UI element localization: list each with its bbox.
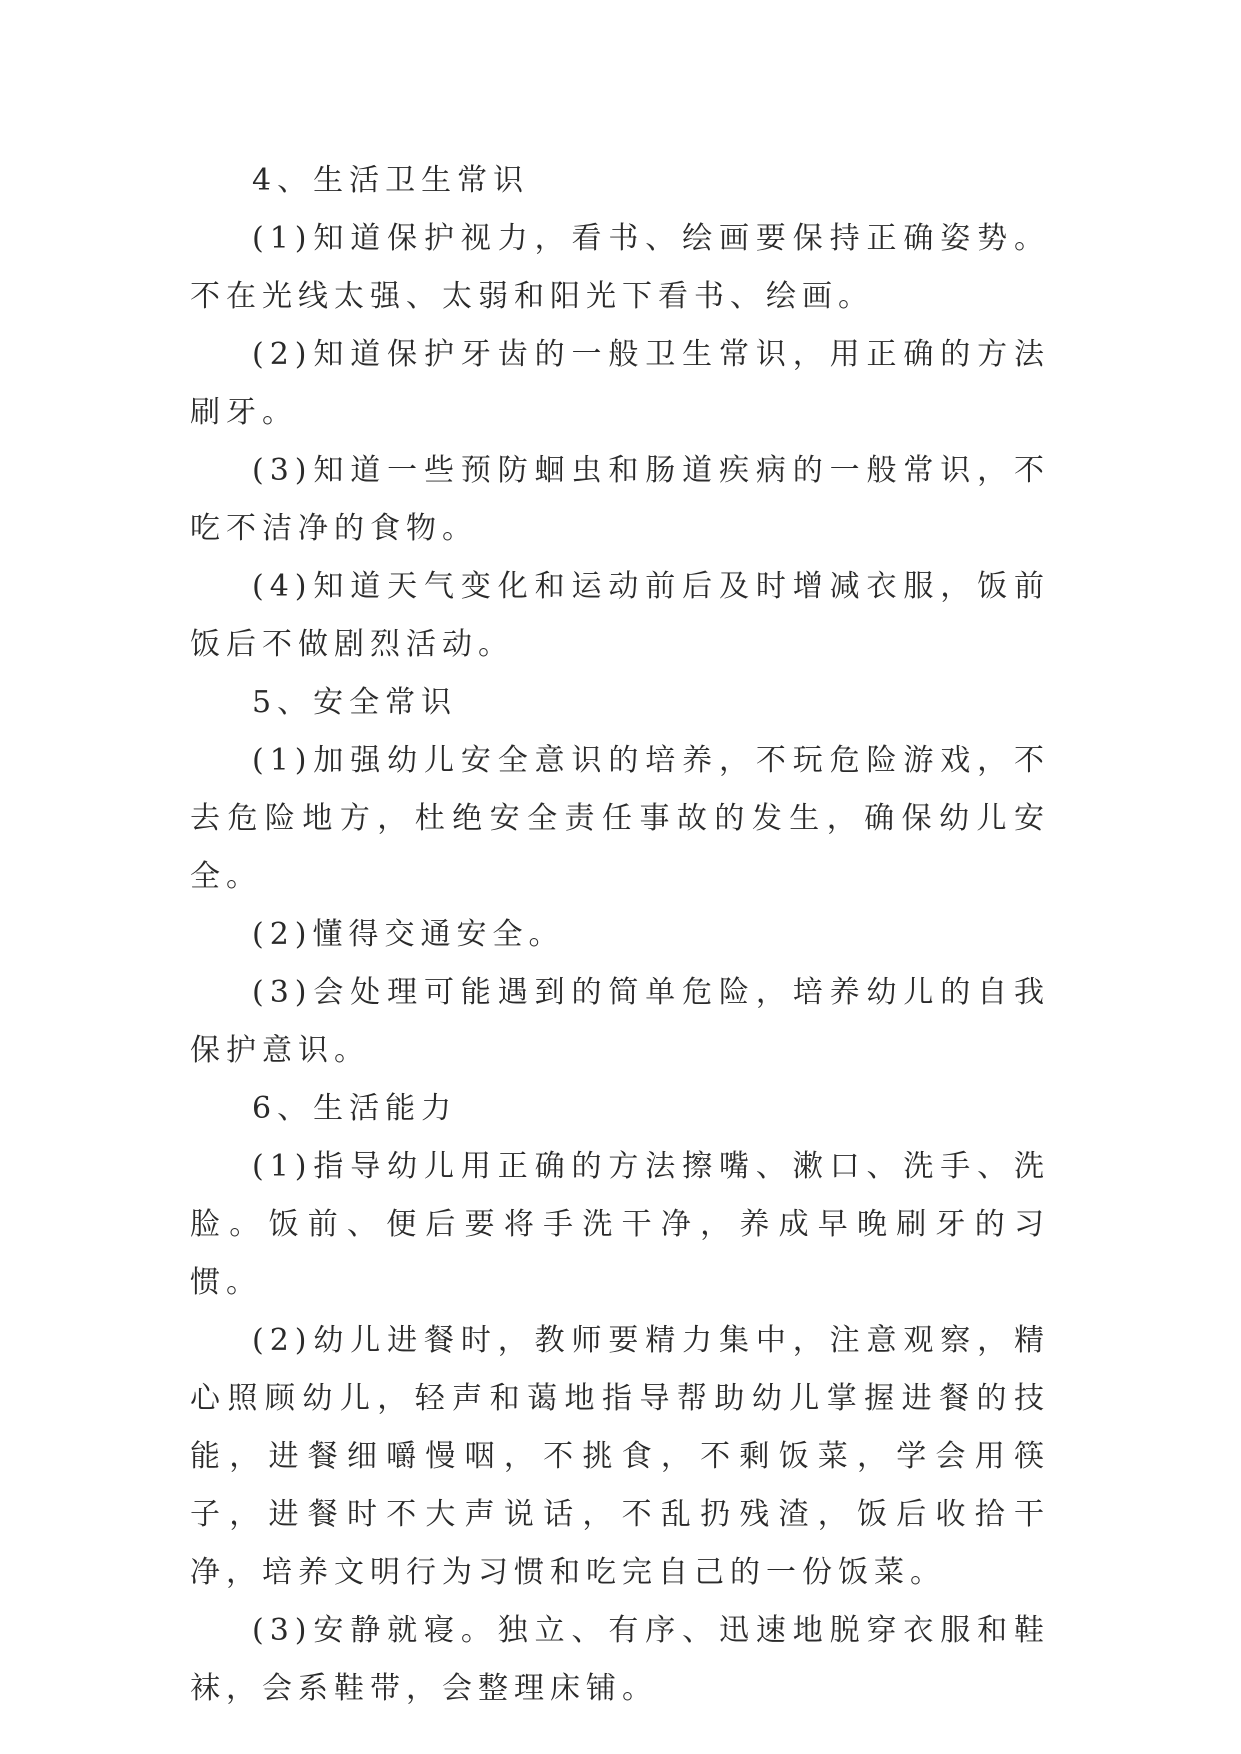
section-4-item-1: (1)知道保护视力，看书、绘画要保持正确姿势。不在光线太强、太弱和阳光下看书、绘画。 [190,221,1050,314]
section-heading-5: 5、安全常识 [252,685,458,720]
document-page [190,152,1050,1718]
section-6-item-3: (3)安静就寝。独立、有序、迅速地脱穿衣服和鞋袜，会系鞋带，会整理床铺。 [190,1613,1050,1706]
section-4-item-4: (4)知道天气变化和运动前后及时增减衣服，饭前饭后不做剧烈活动。 [190,569,1050,662]
section-4-item-2: (2)知道保护牙齿的一般卫生常识，用正确的方法刷牙。 [190,337,1050,430]
section-5-item-3: (3)会处理可能遇到的简单危险，培养幼儿的自我保护意识。 [190,975,1050,1068]
section-heading-4: 4、生活卫生常识 [252,163,530,198]
section-4-item-3: (3)知道一些预防蛔虫和肠道疾病的一般常识，不吃不洁净的食物。 [190,453,1050,546]
section-heading-6: 6、生活能力 [252,1091,458,1126]
section-6-item-1: (1)指导幼儿用正确的方法擦嘴、漱口、洗手、洗脸。饭前、便后要将手洗干净，养成早晚刷牙的习惯。 [190,1149,1050,1300]
section-5-item-2: (2)懂得交通安全。 [252,917,565,952]
section-6-item-2: (2)幼儿进餐时，教师要精力集中，注意观察，精心照顾幼儿，轻声和蔼地指导帮助幼儿掌握进餐的技能，进餐细嚼慢咽，不挑食，不剩饭菜，学会用筷子，进餐时不大声说话，不乱扔残渣，饭后收拾干净，培养文明行为习惯和吃完自己的一份饭菜。 [190,1323,1050,1590]
section-5-item-1: (1)加强幼儿安全意识的培养，不玩危险游戏，不去危险地方，杜绝安全责任事故的发生，确保幼儿安全。 [190,743,1050,894]
